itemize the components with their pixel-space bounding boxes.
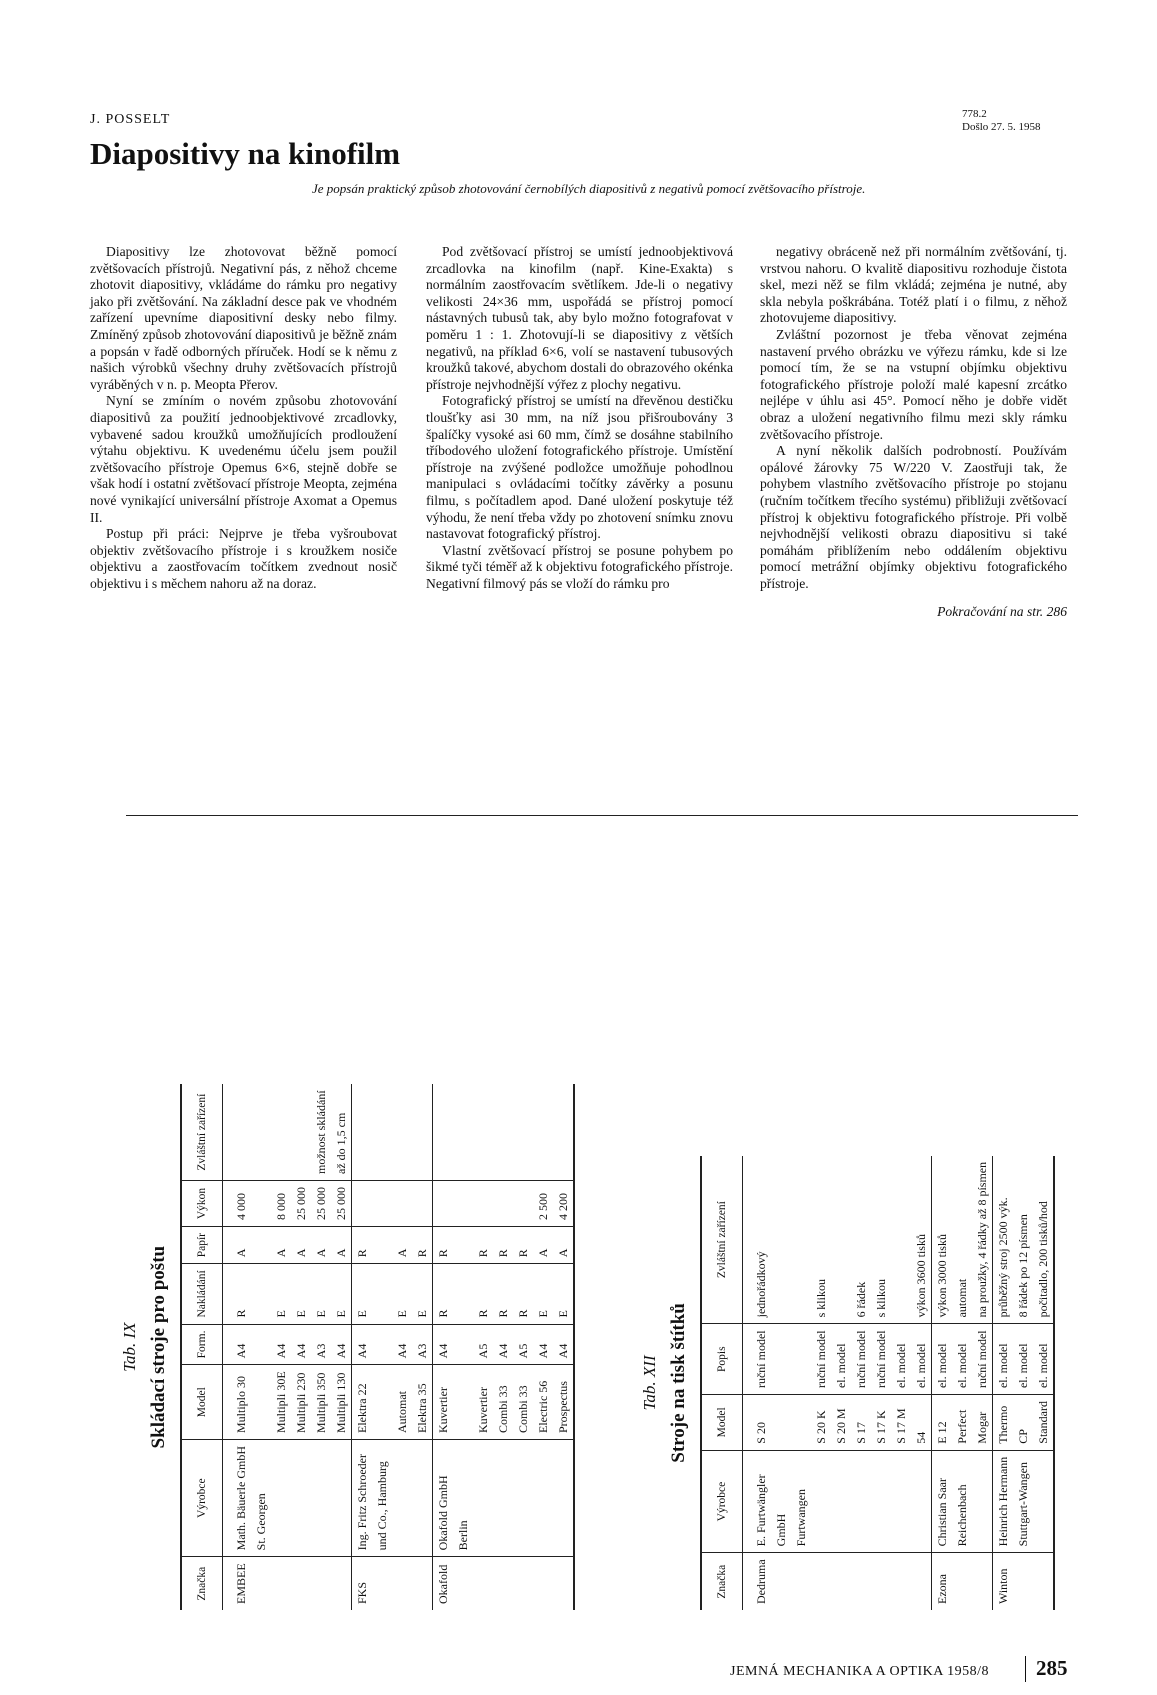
paragraph: Diapositivy lze zhotovovat běžně pomocí zvětšovacích přístrojů. Negativní pás, z něhož chceme zhotovit diapositivy, vkládáme do rámku pro negativy jako při zvětšování. Na základní desce pak ve vhodném zařízení upevníme diapositivní desky nebo filmy. Zmíněný způsob zhotovování diapositivů je běžně znám a popsán v řadě odborných příruček. Hodí se k němu z našich výrobků všechny druhy zvětšovacích přístrojů vyráběných v n. p. Meopta Přerov.	[90, 244, 397, 392]
table-cell: E	[533, 1264, 553, 1324]
table-cell: 25 000	[311, 1181, 331, 1227]
table-cell: E	[331, 1264, 352, 1324]
table-cell: A4	[271, 1324, 291, 1365]
article-meta	[962, 108, 1041, 134]
table-row	[372, 1084, 392, 1610]
table-cell: 54	[911, 1395, 932, 1451]
table-cell	[791, 1395, 811, 1451]
body-column-2	[426, 244, 733, 592]
table-cell	[453, 1365, 473, 1440]
table-cell	[291, 1440, 311, 1557]
table-cell	[372, 1227, 392, 1264]
table-cell: 6 řádek	[851, 1156, 871, 1324]
table-cell	[771, 1156, 791, 1324]
table-cell	[473, 1440, 493, 1557]
table-12	[700, 1156, 1055, 1610]
table-cell: A4	[331, 1324, 352, 1365]
table-cell	[251, 1227, 271, 1264]
table-cell	[271, 1440, 291, 1557]
table-cell: R	[433, 1264, 454, 1324]
table-cell: und Co., Hamburg	[372, 1440, 392, 1557]
table-cell: E	[392, 1264, 412, 1324]
table-cell: ruční model	[871, 1324, 891, 1395]
table-cell	[871, 1450, 891, 1553]
table-12-caption	[640, 1156, 690, 1610]
table-cell: A4	[291, 1324, 311, 1365]
table-cell	[493, 1557, 513, 1610]
table-cell: Furtwangen	[791, 1450, 811, 1553]
author: J. POSSELT	[90, 112, 171, 127]
table-cell: až do 1,5 cm	[331, 1084, 352, 1180]
table-cell: Perfect	[952, 1395, 972, 1451]
table-cell	[453, 1557, 473, 1610]
table-cell	[311, 1440, 331, 1557]
table-cell	[331, 1557, 352, 1610]
table-row	[311, 1084, 331, 1610]
table-cell: A3	[311, 1324, 331, 1365]
table-cell: 25 000	[331, 1181, 352, 1227]
table-cell: CP	[1013, 1395, 1033, 1451]
table-cell: Elektra 22	[352, 1365, 373, 1440]
column-header: Značka	[701, 1553, 743, 1610]
table-row	[932, 1156, 953, 1610]
table-cell	[372, 1264, 392, 1324]
table-cell: el. model	[1033, 1324, 1054, 1395]
table-cell: A4	[553, 1324, 574, 1365]
table-cell	[972, 1553, 993, 1610]
table-cell	[223, 1084, 252, 1180]
table-cell	[372, 1084, 392, 1180]
table-cell: ruční model	[972, 1324, 993, 1395]
table-cell: počitadlo, 200 tisků/hod	[1033, 1156, 1054, 1324]
table-cell: Standard	[1033, 1395, 1054, 1451]
table-cell	[251, 1181, 271, 1227]
table-cell	[271, 1557, 291, 1610]
table-cell	[493, 1440, 513, 1557]
table-cell: R	[473, 1227, 493, 1264]
table-cell	[372, 1557, 392, 1610]
table-cell: Prospectus	[553, 1365, 574, 1440]
table-cell: A	[392, 1227, 412, 1264]
table-cell	[251, 1264, 271, 1324]
table-cell: Christian Saar	[932, 1450, 953, 1553]
table-row	[251, 1084, 271, 1610]
table-cell	[771, 1395, 791, 1451]
table-row	[291, 1084, 311, 1610]
table-cell	[412, 1557, 433, 1610]
table-cell	[453, 1227, 473, 1264]
table-cell: výkon 3600 tisků	[911, 1156, 932, 1324]
column-header: Zvláštní zařízení	[181, 1084, 223, 1180]
table-cell	[372, 1324, 392, 1365]
table-cell: Multipli 350	[311, 1365, 331, 1440]
table-row	[352, 1084, 373, 1610]
table-cell: S 17 M	[891, 1395, 911, 1451]
table-cell: A4	[493, 1324, 513, 1365]
body-column-1	[90, 244, 397, 592]
table-cell: průběžný stroj 2500 výk.	[993, 1156, 1014, 1324]
table-cell	[453, 1264, 473, 1324]
body-column-3	[760, 244, 1067, 621]
column-header: Model	[701, 1395, 743, 1451]
table-12-title: Stroje na tisk štítků	[668, 1303, 689, 1463]
table-cell	[871, 1553, 891, 1610]
table-cell: E. Furtwängler	[743, 1450, 772, 1553]
paragraph: Zvláštní pozornost je třeba věnovat zejména nastavení prvého obrázku ve výřezu rámku, kde si lze pomocí tím, že se na vstupní objímku objektivu fotografického přístroje položí malé kapesní zrcátko nejlépe v úhlu asi 45°. Pomocí něho je dobře vidět obraz a uložení negativního filmu mezi skly rámku zvětšovacího přístroje.	[760, 326, 1067, 442]
table-cell	[831, 1450, 851, 1553]
table-cell: St. Georgen	[251, 1440, 271, 1557]
table-cell: Thermo	[993, 1395, 1014, 1451]
page-number: 285	[1036, 1656, 1068, 1680]
table-cell: Kuvertier	[473, 1365, 493, 1440]
table-cell	[251, 1557, 271, 1610]
table-row	[911, 1156, 932, 1610]
paragraph: Pod zvětšovací přístroj se umístí jednoobjektivová zrcadlovka na kinofilm (např. Kine-Exakta) s normálním zaostřovacím světlíkem. Jde-li o negativy velikosti 24×36 mm, uspořádá se přístroj pomocí nástavných tubusů tak, aby bylo možno fotografovat v poměru 1 : 1. Zhotovují-li se diapositivy z větších negativů, na příklad 6×6, volí se nastavení tubusových kroužků takové, abychom dostali do obrazového okénka přístroje nejvhodnější výřez z plochy negativu.	[426, 244, 733, 392]
column-header: Výkon	[181, 1181, 223, 1227]
table-cell	[811, 1553, 831, 1610]
table-cell: A	[331, 1227, 352, 1264]
table-9-title: Skládací stroje pro poštu	[148, 1245, 169, 1449]
table-cell: Multiplo 30	[223, 1365, 252, 1440]
table-row	[453, 1084, 473, 1610]
table-cell: 4 000	[223, 1181, 252, 1227]
table-cell: E	[271, 1264, 291, 1324]
table-cell	[911, 1553, 932, 1610]
table-cell	[911, 1450, 932, 1553]
table-cell	[392, 1181, 412, 1227]
table-cell	[533, 1440, 553, 1557]
table-cell	[771, 1324, 791, 1395]
table-cell	[791, 1324, 811, 1395]
table-cell: 2 500	[533, 1181, 553, 1227]
article-title: Diapositivy na kinofilm	[90, 136, 401, 171]
table-cell: ruční model	[743, 1324, 772, 1395]
table-cell: el. model	[831, 1324, 851, 1395]
table-cell: Automat	[392, 1365, 412, 1440]
table-cell: Stuttgart-Wangen	[1013, 1450, 1033, 1553]
table-9-caption	[120, 1084, 170, 1610]
table-row	[851, 1156, 871, 1610]
table-cell: Okafold	[433, 1557, 454, 1610]
table-cell: Combi 33	[513, 1365, 533, 1440]
table-cell	[372, 1365, 392, 1440]
table-cell: R	[493, 1227, 513, 1264]
table-cell: R	[473, 1264, 493, 1324]
table-cell	[831, 1553, 851, 1610]
table-cell	[851, 1553, 871, 1610]
table-cell: EMBEE	[234, 1563, 248, 1604]
table-cell: Berlin	[453, 1440, 473, 1557]
table-cell	[553, 1557, 574, 1610]
table-cell: A	[311, 1227, 331, 1264]
table-row	[831, 1156, 851, 1610]
table-cell	[811, 1450, 831, 1553]
continued-note: Pokračování na str. 286	[937, 604, 1067, 620]
table-cell	[412, 1084, 433, 1180]
table-cell: S 17 K	[871, 1395, 891, 1451]
table-cell: na proužky, 4 řádky až 8 písmen	[972, 1156, 993, 1324]
table-cell	[453, 1084, 473, 1180]
table-cell	[433, 1084, 454, 1180]
table-cell	[972, 1450, 993, 1553]
table-cell: 8 000	[271, 1181, 291, 1227]
paragraph: A nyní několik dalších podrobností. Používám opálové žárovky 75 W/220 V. Zaostřuji tak, že pohybem vlastního zvětšovacího přístroje po stojanu (ručním točítkem třecího systému) přibližuji zvětšovací přístroj k objektivu fotografického přístroje. Při volbě nejvhodnější velikosti obrazu diapositivu si také pomáhám přiblížením nebo oddálením objektivu pomocí metrážní objímky objektivu fotografického přístroje.	[760, 443, 1067, 591]
table-cell: možnost skládání	[311, 1084, 331, 1180]
column-header: Výrobce	[181, 1440, 223, 1557]
table-cell: S 20	[743, 1395, 772, 1451]
table-cell: Winton	[993, 1553, 1014, 1610]
table-cell	[251, 1084, 271, 1180]
table-cell	[453, 1181, 473, 1227]
table-cell: E	[412, 1264, 433, 1324]
table-row	[223, 1084, 252, 1610]
table-cell: A5	[473, 1324, 493, 1365]
column-header: Nakládání	[181, 1264, 223, 1324]
table-cell: R	[493, 1264, 513, 1324]
table-cell	[771, 1553, 791, 1610]
table-row	[271, 1084, 291, 1610]
table-cell: Elektra 35	[412, 1365, 433, 1440]
column-header: Form.	[181, 1324, 223, 1365]
table-cell	[493, 1181, 513, 1227]
table-row	[771, 1156, 791, 1610]
table-cell: ruční model	[811, 1324, 831, 1395]
table-cell	[1033, 1450, 1054, 1553]
table-cell: Ezona	[932, 1553, 953, 1610]
table-cell	[392, 1557, 412, 1610]
table-row	[743, 1156, 772, 1610]
table-cell	[291, 1557, 311, 1610]
page-number-divider	[1025, 1656, 1026, 1682]
table-cell	[473, 1557, 493, 1610]
paragraph: Nyní se zmíním o novém způsobu zhotovování diapositivů za použití jednoobjektivové zrcadlovky, vybavené sadou kroužků umožňujících prodloužení výtahu objektivu. K uvedenému účelu jsem použil zvětšovacího přístroje Opemus 6×6, stejně dobře se však hodí i ostatní zvětšovací přístroje Meopta, zejména nové vynikající universální přístroje Axomat a Opemus II.	[90, 393, 397, 525]
table-cell: A4	[433, 1324, 454, 1365]
table-cell: Multipli 30E	[271, 1365, 291, 1440]
column-header: Popis	[701, 1324, 743, 1395]
table-cell: A5	[513, 1324, 533, 1365]
table-row	[412, 1084, 433, 1610]
column-header: Značka	[181, 1557, 223, 1610]
table-cell	[513, 1557, 533, 1610]
table-cell: R	[412, 1227, 433, 1264]
table-cell: E	[352, 1264, 373, 1324]
table-cell: 8 řádek po 12 písmen	[1013, 1156, 1033, 1324]
table-cell: A	[223, 1227, 252, 1264]
table-cell: Multipli 230	[291, 1365, 311, 1440]
table-row	[493, 1084, 513, 1610]
table-cell: E 12	[932, 1395, 953, 1451]
table-9	[180, 1084, 575, 1610]
table-cell: E	[311, 1264, 331, 1324]
table-row	[1033, 1156, 1054, 1610]
table-cell	[251, 1365, 271, 1440]
table-row	[811, 1156, 831, 1610]
table-cell	[271, 1084, 291, 1180]
table-cell	[891, 1553, 911, 1610]
table-cell	[831, 1156, 851, 1324]
table-header-row	[181, 1084, 223, 1610]
table-cell	[311, 1557, 331, 1610]
table-cell	[291, 1084, 311, 1180]
table-header-row	[701, 1156, 743, 1610]
table-row	[513, 1084, 533, 1610]
table-cell	[392, 1084, 412, 1180]
table-cell: el. model	[932, 1324, 953, 1395]
table-cell: A4	[352, 1324, 373, 1365]
table-cell	[331, 1440, 352, 1557]
table-cell	[553, 1084, 574, 1180]
table-cell	[352, 1181, 373, 1227]
table-cell: S 20 M	[831, 1395, 851, 1451]
table-row	[533, 1084, 553, 1610]
table-cell: Heinrich Hermann	[993, 1450, 1014, 1553]
table-row	[993, 1156, 1014, 1610]
table-cell: E	[553, 1264, 574, 1324]
table-cell	[1033, 1553, 1054, 1610]
table-row	[972, 1156, 993, 1610]
table-cell: s klikou	[871, 1156, 891, 1324]
paragraph: Postup při práci: Nejprve je třeba vyšroubovat objektiv zvětšovacího přístroje i s kroužkem nosiče objektivu a zaostřovacím točítkem zvednout nosič objektivu i s měchem nahoru až na doraz.	[90, 526, 397, 591]
table-cell: A4	[223, 1324, 252, 1365]
table-cell: R	[513, 1227, 533, 1264]
column-header: Model	[181, 1365, 223, 1440]
table-cell	[493, 1084, 513, 1180]
table-cell	[433, 1181, 454, 1227]
table-cell: R	[433, 1227, 454, 1264]
table-cell	[533, 1557, 553, 1610]
table-cell: FKS	[352, 1557, 373, 1610]
class-code: 778.2	[962, 108, 987, 120]
table-cell	[412, 1181, 433, 1227]
table-row	[553, 1084, 574, 1610]
table-cell: S 17	[851, 1395, 871, 1451]
table-cell	[553, 1440, 574, 1557]
table-cell: A4	[533, 1324, 553, 1365]
table-cell: automat	[952, 1156, 972, 1324]
received-date: Došlo 27. 5. 1958	[962, 121, 1041, 133]
column-header: Výrobce	[701, 1450, 743, 1553]
table-cell	[1013, 1553, 1033, 1610]
table-cell	[412, 1440, 433, 1557]
table-cell: A	[533, 1227, 553, 1264]
table-9-label: Tab. IX	[120, 1322, 139, 1372]
table-cell	[533, 1084, 553, 1180]
table-cell: 4 200	[553, 1181, 574, 1227]
table-cell: R	[513, 1264, 533, 1324]
column-header: Zvláštní zařízení	[701, 1156, 743, 1324]
table-9-block	[120, 1084, 575, 1610]
table-row	[433, 1084, 454, 1610]
table-cell	[473, 1181, 493, 1227]
table-cell: el. model	[1013, 1324, 1033, 1395]
table-cell: Electric 56	[533, 1365, 553, 1440]
table-cell: Okafold GmbH	[433, 1440, 454, 1557]
table-cell: A	[271, 1227, 291, 1264]
table-cell: Dedruma	[754, 1559, 768, 1604]
journal-footer: JEMNÁ MECHANIKA A OPTIKA 1958/8	[730, 1664, 989, 1679]
table-cell	[513, 1181, 533, 1227]
table-cell	[513, 1440, 533, 1557]
table-cell: el. model	[891, 1324, 911, 1395]
table-cell	[952, 1553, 972, 1610]
table-cell	[453, 1324, 473, 1365]
table-cell: Reichenbach	[952, 1450, 972, 1553]
table-cell	[891, 1156, 911, 1324]
table-cell	[513, 1084, 533, 1180]
table-row	[871, 1156, 891, 1610]
table-cell	[473, 1084, 493, 1180]
table-cell: S 20 K	[811, 1395, 831, 1451]
table-cell	[791, 1156, 811, 1324]
table-cell: ruční model	[851, 1324, 871, 1395]
table-cell: GmbH	[771, 1450, 791, 1553]
table-cell: Combi 33	[493, 1365, 513, 1440]
table-cell: A3	[412, 1324, 433, 1365]
table-cell: A4	[392, 1324, 412, 1365]
table-row	[891, 1156, 911, 1610]
table-cell	[891, 1450, 911, 1553]
paragraph: negativy obráceně než při normálním zvětšování, tj. vrstvou nahoru. O kvalitě diapositivu rozhoduje čistota skel, mezi něž se film vkládá; zejména je nutné, aby skla nebyla poškrábána. Totéž platí i o filmu, z něhož zhotovujeme diapositivy.	[760, 244, 1067, 326]
table-cell: Mogar	[972, 1395, 993, 1451]
table-row	[791, 1156, 811, 1610]
table-cell	[352, 1084, 373, 1180]
table-cell: el. model	[952, 1324, 972, 1395]
table-cell: 25 000	[291, 1181, 311, 1227]
abstract: Je popsán praktický způsob zhotovování černobílých diapositivů z negativů pomocí zvětšovacího přístroje.	[312, 181, 866, 196]
column-header: Papír	[181, 1227, 223, 1264]
table-cell: výkon 3000 tisků	[932, 1156, 953, 1324]
table-cell: el. model	[993, 1324, 1014, 1395]
table-cell	[791, 1553, 811, 1610]
table-row	[331, 1084, 352, 1610]
table-cell: R	[352, 1227, 373, 1264]
table-row	[473, 1084, 493, 1610]
table-row	[952, 1156, 972, 1610]
table-cell: E	[291, 1264, 311, 1324]
paragraph: Vlastní zvětšovací přístroj se posune pohybem po šikmé tyči téměř až k objektivu fotografického přístroje. Negativní filmový pás se vloží do rámku pro	[426, 542, 733, 591]
table-cell: el. model	[911, 1324, 932, 1395]
table-cell	[372, 1181, 392, 1227]
table-cell: Multipli 130	[331, 1365, 352, 1440]
table-row	[1013, 1156, 1033, 1610]
paragraph: Fotografický přístroj se umístí na dřevěnou destičku tloušťky asi 30 mm, na níž jsou přišroubovány 3 špalíčky vysoké asi 60 mm, čímž se dosáhne stabilního tříbodového uložení fotografického přístroje. Umístění přístroje na zvýšené podložce umožňuje pohodlnou manipulaci s ovládacími točítky závěrky a posunu filmu, s počítadlem apod. Dané uložení poskytuje též výhodu, že není třeba vždy po zhotovení snímku znovu nastavovat fotografický přístroj.	[426, 393, 733, 542]
table-cell	[392, 1440, 412, 1557]
table-cell: Ing. Fritz Schroeder	[352, 1440, 373, 1557]
separator-rule	[126, 815, 1078, 816]
table-12-label: Tab. XII	[640, 1355, 659, 1411]
table-row	[392, 1084, 412, 1610]
table-cell: Math. Bäuerle GmbH	[223, 1440, 252, 1557]
table-cell: A	[291, 1227, 311, 1264]
table-cell: A	[553, 1227, 574, 1264]
table-cell	[851, 1450, 871, 1553]
table-cell: s klikou	[811, 1156, 831, 1324]
table-cell	[251, 1324, 271, 1365]
table-12-block	[640, 1156, 1055, 1610]
table-cell: Kuvertier	[433, 1365, 454, 1440]
table-cell: R	[223, 1264, 252, 1324]
table-cell: jednořádkový	[743, 1156, 772, 1324]
